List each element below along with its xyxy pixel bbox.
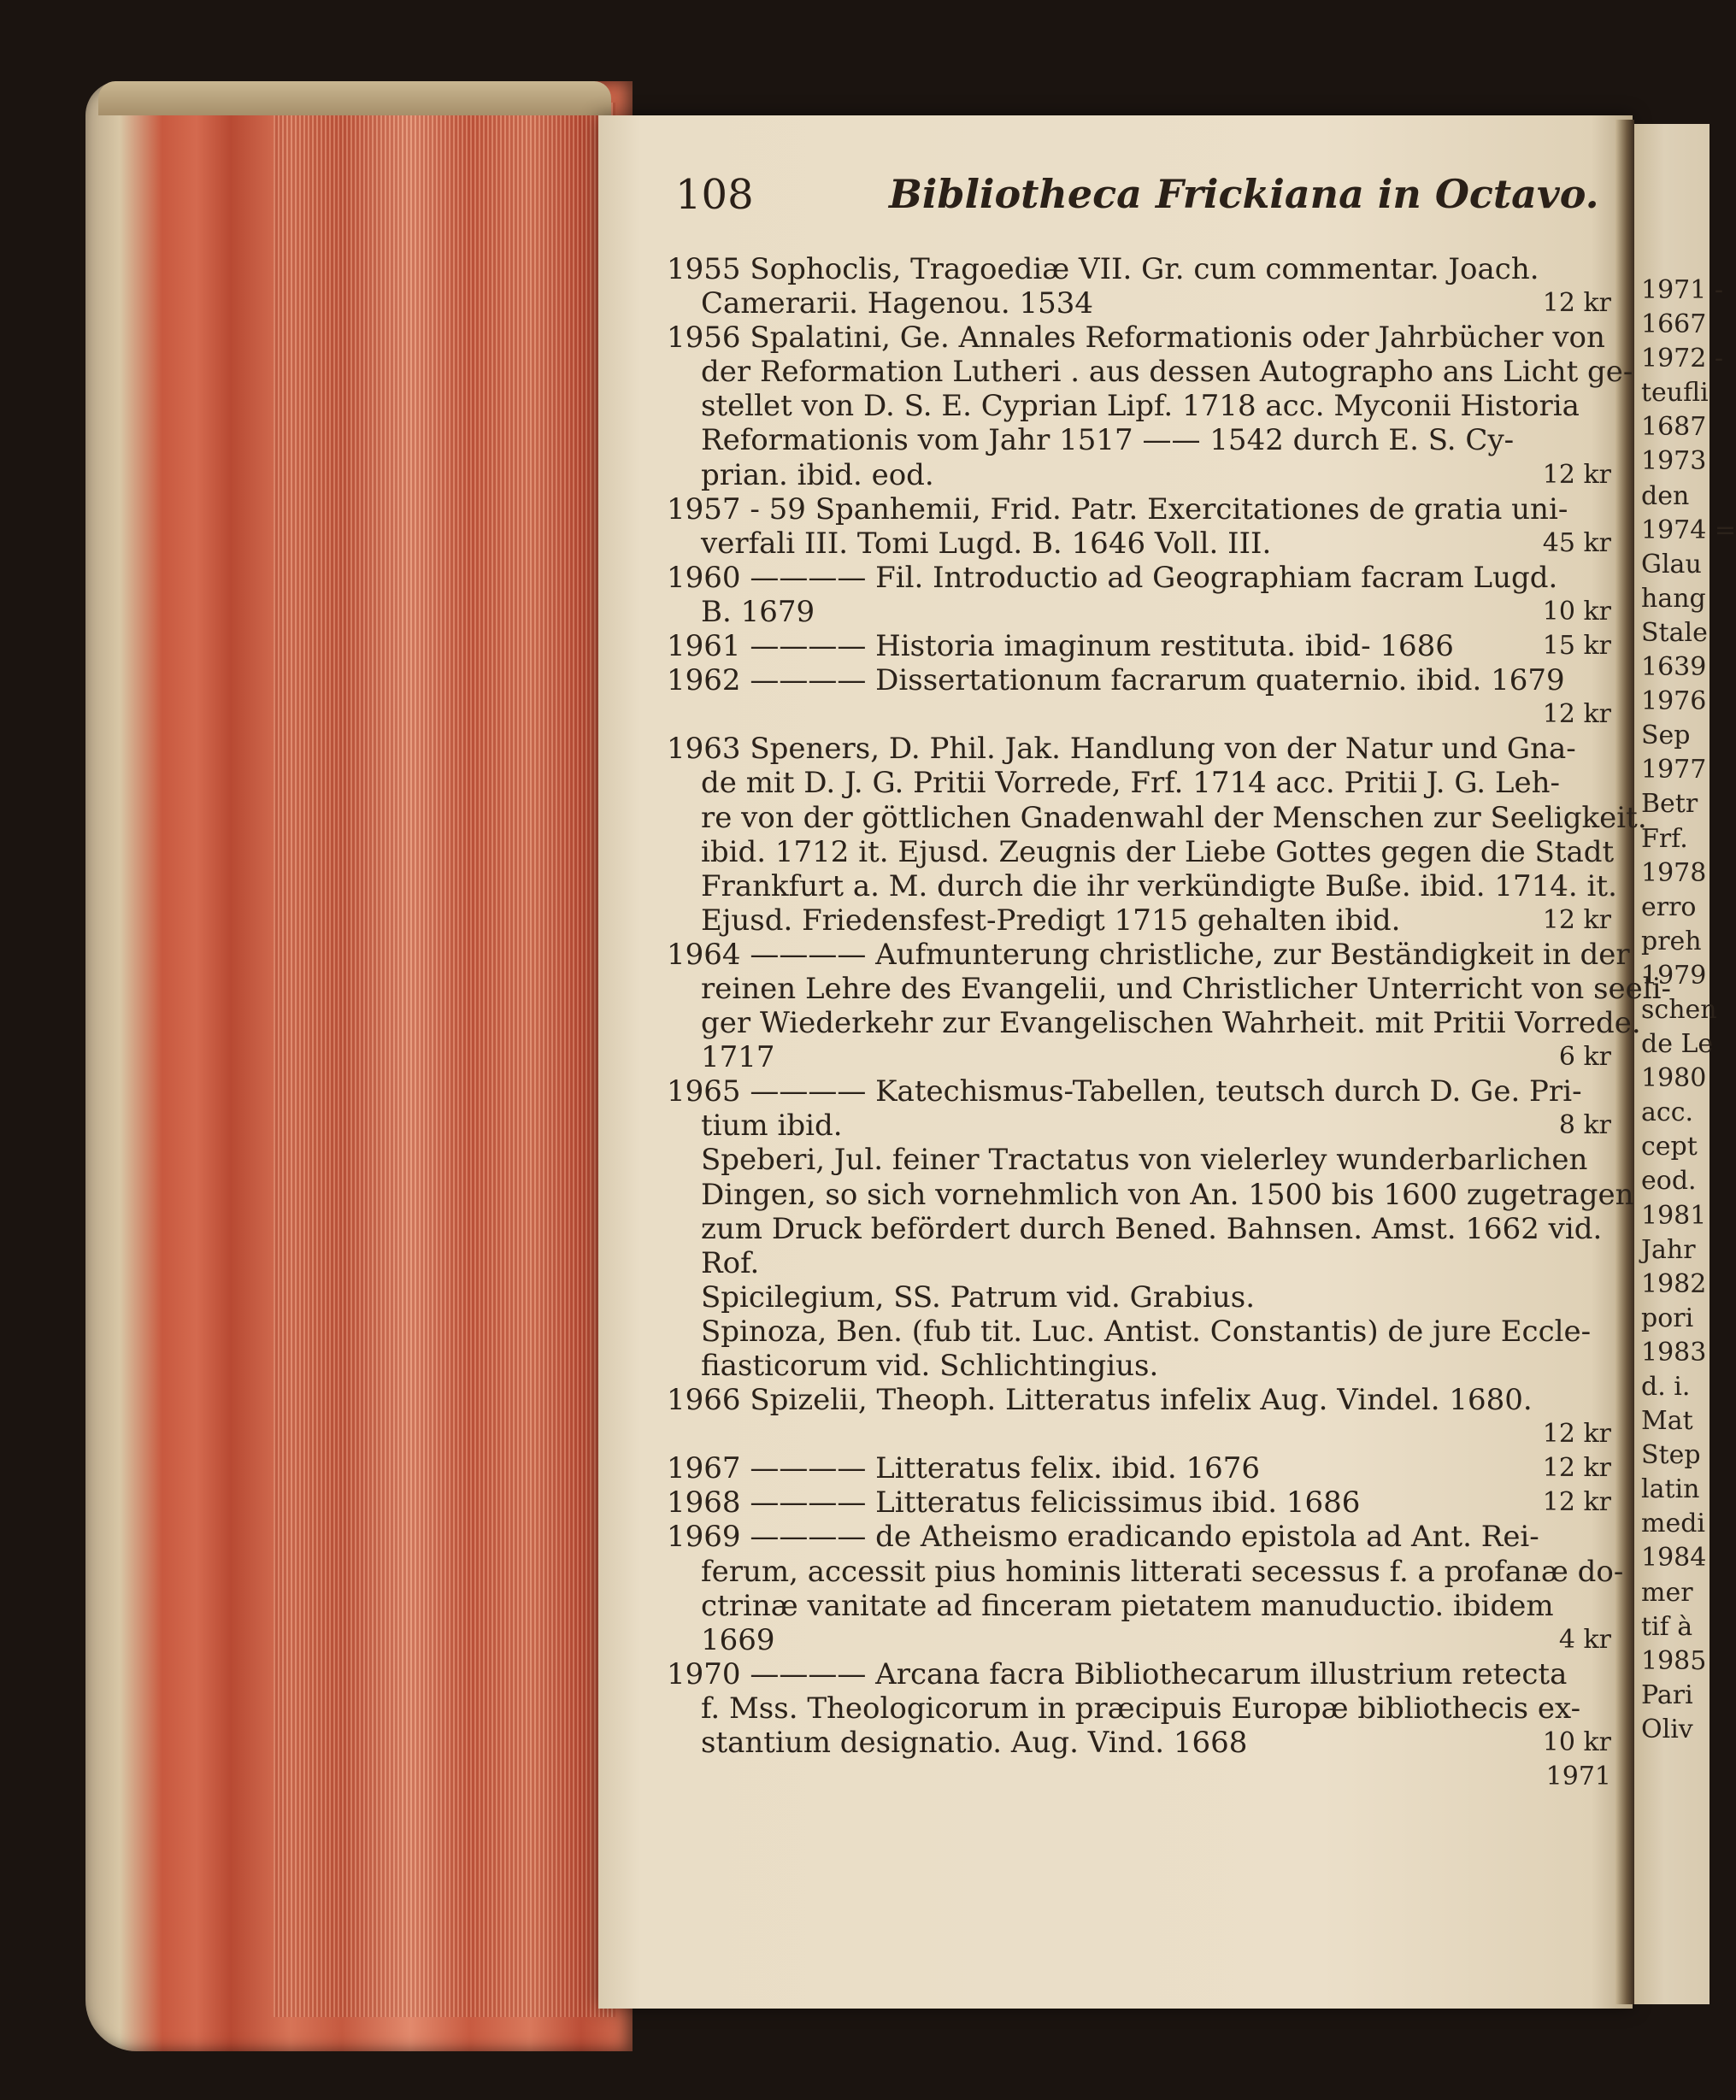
catalogue-line <box>667 1280 1611 1315</box>
next-page-fragment: 1972 - <box>1641 344 1724 374</box>
next-page-fragment: Betr <box>1641 789 1698 820</box>
entry-text: 1955 Sophoclis, Tragoediæ VII. Gr. cum commentar. Joach. <box>667 252 1539 286</box>
next-page-fragment: medi <box>1641 1509 1705 1539</box>
catalogue-line <box>667 1006 1641 1041</box>
catalogue-line <box>667 697 1611 732</box>
catalogue-line <box>667 971 1672 1006</box>
entry-text: 1963 Speners, D. Phil. Jak. Handlung von der Natur und Gna- <box>667 732 1576 767</box>
next-page-fragment: Pari <box>1641 1679 1693 1710</box>
catalogue-line <box>667 937 1630 972</box>
next-page-fragment: d. i. <box>1641 1372 1691 1402</box>
catalogue-line <box>667 1726 1611 1760</box>
catalogue-line <box>667 355 1633 390</box>
next-page-fragment: acc. <box>1641 1097 1694 1128</box>
next-page-fragment: 1981 <box>1641 1200 1707 1231</box>
entry-text: der Reformation Lutheri . aus dessen Autographo ans Licht ge- <box>701 355 1633 390</box>
next-page-fragment: Frf. <box>1641 823 1688 854</box>
catalogue-line <box>667 663 1611 697</box>
next-page-fragment: Mat <box>1641 1406 1693 1437</box>
entry-text: stellet von D. S. E. Cyprian Lipf. 1718 acc. Myconii Historia <box>701 389 1580 424</box>
catalogue-line <box>667 1246 1611 1280</box>
entry-text: 1962 ———— Dissertationum facrarum quaternio. ibid. 1679 <box>667 663 1565 698</box>
entry-text: Reformationis vom Jahr 1517 —— 1542 durch E. S. Cy- <box>701 423 1515 458</box>
next-page-fragment: 1973 <box>1641 446 1707 477</box>
entry-text: fiasticorum vid. Schlichtingius. <box>701 1349 1159 1383</box>
entry-text: Frankfurt a. M. durch die ihr verkündigte Buße. ibid. 1714. it. <box>701 868 1617 903</box>
next-page-fragment: eod. <box>1641 1166 1697 1197</box>
catalogue-line <box>667 766 1611 800</box>
next-page-fragment: den <box>1641 480 1690 511</box>
entry-text: 1717 <box>701 1040 775 1075</box>
entry-price: 12 kr <box>1542 1487 1611 1518</box>
entry-text: 1967 ———— Litteratus felix. ibid. 1676 <box>667 1451 1261 1486</box>
catalogue-line <box>667 1657 1611 1691</box>
entry-price: 12 kr <box>1542 288 1611 319</box>
next-page-fragment: pori <box>1641 1303 1694 1333</box>
entry-price: 4 kr <box>1558 1624 1611 1655</box>
entry-text: reinen Lehre des Evangelii, und Christlicher Unterricht von seeli- <box>701 971 1672 1006</box>
entry-text: verfali III. Tomi Lugd. B. 1646 Voll. III. <box>701 526 1272 561</box>
catalogue-line <box>667 1212 1611 1246</box>
catalogue-line <box>667 903 1611 938</box>
entry-text: 1964 ———— Aufmunterung christliche, zur Beständigkeit in der <box>667 937 1630 972</box>
next-page-fragment: tif à <box>1641 1611 1693 1642</box>
catalogue-line <box>667 1485 1611 1520</box>
next-page-fragment: Step <box>1641 1440 1701 1471</box>
next-page-fragment: 1976 <box>1641 686 1707 717</box>
catalogue-line <box>667 1520 1611 1554</box>
entry-price: 12 kr <box>1542 459 1611 490</box>
next-page-fragment: preh <box>1641 926 1702 956</box>
running-title: Bibliotheca Frickiana in Octavo. <box>889 171 1599 217</box>
entry-text: 1970 ———— Arcana facra Bibliothecarum illustrium retecta <box>667 1656 1568 1691</box>
entry-price: 6 kr <box>1558 1042 1611 1073</box>
catalogue-line <box>667 252 1611 286</box>
book-gutter <box>1615 120 1634 2004</box>
entry-text: 1968 ———— Litteratus felicissimus ibid. 1686 <box>667 1485 1361 1521</box>
entry-text: 1960 ———— Fil. Introductio ad Geographiam facram Lugd. <box>667 560 1558 595</box>
entry-text: zum Druck befördert durch Bened. Bahnsen. Amst. 1662 vid. <box>701 1211 1603 1246</box>
entry-text: stantium designatio. Aug. Vind. 1668 <box>701 1726 1248 1761</box>
next-page-fragment: 1971 - <box>1641 275 1724 305</box>
next-page-fragment: 1980 <box>1641 1063 1707 1094</box>
catalogue-line <box>667 492 1611 526</box>
next-page-fragment: schen <box>1641 994 1717 1025</box>
next-page-fragment: 1978 <box>1641 857 1707 888</box>
next-page-fragment: 1639 <box>1641 652 1707 683</box>
entry-text: tium ibid. <box>701 1109 843 1144</box>
catalogue-line <box>667 732 1611 766</box>
catalogue-line <box>667 1040 1611 1074</box>
next-page-fragment: 1687 <box>1641 412 1707 443</box>
entry-text: ctrinæ vanitate ad finceram pietatem manuductio. ibidem <box>701 1588 1554 1623</box>
catalogue-line <box>667 1451 1611 1485</box>
entry-text: de mit D. J. G. Pritii Vorrede, Frf. 1714 acc. Pritii J. G. Leh- <box>701 766 1560 801</box>
entry-text: 1669 <box>701 1622 775 1657</box>
next-page-fragment: Stale <box>1641 617 1708 648</box>
catalogue-line <box>667 1417 1611 1451</box>
next-page-fragment: hang <box>1641 583 1706 614</box>
page-number: 108 <box>675 171 754 219</box>
catalogue-line <box>667 389 1611 423</box>
entry-price: 10 kr <box>1542 596 1611 626</box>
entry-text: Camerarii. Hagenou. 1534 <box>701 286 1093 321</box>
catalogue-line <box>667 1143 1611 1177</box>
catalogue-line <box>667 1623 1611 1657</box>
entry-price: 1971 <box>1545 1762 1611 1792</box>
page-edge-stripes <box>274 103 615 2017</box>
entry-text: Rof. <box>701 1245 760 1280</box>
catalogue-line <box>667 1760 1611 1794</box>
entry-text: 1969 ———— de Atheismo eradicando epistola ad Ant. Rei- <box>667 1520 1539 1555</box>
entry-text: Ejusd. Friedensfest-Predigt 1715 gehalten ibid. <box>701 903 1401 938</box>
next-page-fragment: 1984 <box>1641 1543 1707 1574</box>
entry-text: Spinoza, Ben. (fub tit. Luc. Antist. Constantis) de jure Eccle- <box>701 1314 1592 1349</box>
entry-price: 8 kr <box>1558 1110 1611 1141</box>
next-page-fragment: Oliv <box>1641 1714 1693 1744</box>
catalogue-line <box>667 1074 1611 1109</box>
catalogue-line <box>667 1554 1624 1589</box>
catalogue-line <box>667 1109 1611 1143</box>
catalogue-line <box>667 321 1611 355</box>
next-page-fragment: 1979 <box>1641 960 1707 991</box>
entry-price: 12 kr <box>1542 1453 1611 1484</box>
entry-text: Speberi, Jul. feiner Tractatus von vielerley wunderbarlichen <box>701 1143 1588 1178</box>
catalogue-line <box>667 1589 1611 1623</box>
entry-text: Dingen, so sich vornehmlich von An. 1500 bis 1600 zugetragen <box>701 1177 1634 1212</box>
next-page-fragment: 1667 <box>1641 309 1707 340</box>
next-page-fragment: latin <box>1641 1474 1700 1505</box>
catalogue-line <box>667 423 1611 457</box>
entry-price: 45 kr <box>1542 527 1611 558</box>
catalogue-line <box>667 561 1611 595</box>
entry-text: 1961 ———— Historia imaginum restituta. ibid- 1686 <box>667 629 1454 664</box>
next-page-fragment: Glau <box>1641 549 1702 579</box>
entry-text: re von der göttlichen Gnadenwahl der Menschen zur Seeligkeit. <box>701 800 1647 835</box>
catalogue-line <box>667 834 1615 869</box>
catalogue-line <box>667 1315 1611 1349</box>
entry-text: Spicilegium, SS. Patrum vid. Grabius. <box>701 1279 1256 1315</box>
next-page-fragment: 1985 <box>1641 1645 1707 1676</box>
catalogue-line <box>667 458 1611 492</box>
entry-price: 12 kr <box>1542 904 1611 935</box>
catalogue-line <box>667 868 1617 903</box>
catalogue-line <box>667 526 1611 561</box>
catalogue-line <box>667 629 1611 663</box>
entry-text: ferum, accessit pius hominis litterati secessus f. a profanæ do- <box>701 1554 1624 1589</box>
next-page-fragment: teufli <box>1641 378 1709 409</box>
catalogue-line <box>667 1177 1634 1212</box>
catalogue-line <box>667 1349 1611 1383</box>
entry-text: B. 1679 <box>701 594 815 629</box>
catalogue-line <box>667 1383 1611 1417</box>
entry-text: ibid. 1712 it. Ejusd. Zeugnis der Liebe Gottes gegen die Stadt <box>701 834 1615 869</box>
entry-text: 1966 Spizelii, Theoph. Litteratus infelix Aug. Vindel. 1680. <box>667 1383 1533 1418</box>
entry-text: prian. ibid. eod. <box>701 457 934 492</box>
catalogue-line <box>667 800 1647 835</box>
entry-text: 1956 Spalatini, Ge. Annales Reformationis oder Jahrbücher von <box>667 321 1605 356</box>
next-page-fragment: Jahr <box>1641 1234 1696 1265</box>
next-page-fragment: 1977 <box>1641 755 1707 785</box>
next-page-fragment: 1974 = <box>1641 515 1736 545</box>
entry-text: 1965 ———— Katechismus-Tabellen, teutsch durch D. Ge. Pri- <box>667 1074 1582 1109</box>
entry-text: 1957 - 59 Spanhemii, Frid. Patr. Exercitationes de gratia uni- <box>667 491 1568 526</box>
entry-price: 10 kr <box>1542 1727 1611 1758</box>
book-cover-top <box>98 81 611 115</box>
next-page-fragment: 1983 <box>1641 1337 1707 1368</box>
entry-text: ger Wiederkehr zur Evangelischen Wahrheit. mit Pritii Vorrede. <box>701 1006 1641 1041</box>
next-page-fragment: mer <box>1641 1577 1693 1608</box>
next-page-fragment: cept <box>1641 1132 1698 1162</box>
next-page-fragments <box>1641 274 1736 1747</box>
page-header <box>675 171 1615 231</box>
entry-price: 15 kr <box>1542 631 1611 662</box>
catalogue-line <box>667 1691 1611 1726</box>
entry-price: 12 kr <box>1542 699 1611 730</box>
next-page-fragment: erro <box>1641 891 1697 922</box>
next-page-fragment: 1982 <box>1641 1268 1707 1299</box>
entry-text: f. Mss. Theologicorum in præcipuis Europæ bibliothecis ex- <box>701 1691 1581 1726</box>
catalogue-line <box>667 286 1611 321</box>
next-page-fragment: de Le <box>1641 1029 1714 1060</box>
entry-price: 12 kr <box>1542 1419 1611 1450</box>
catalogue-line <box>667 595 1611 629</box>
next-page-fragment: Sep <box>1641 721 1691 751</box>
